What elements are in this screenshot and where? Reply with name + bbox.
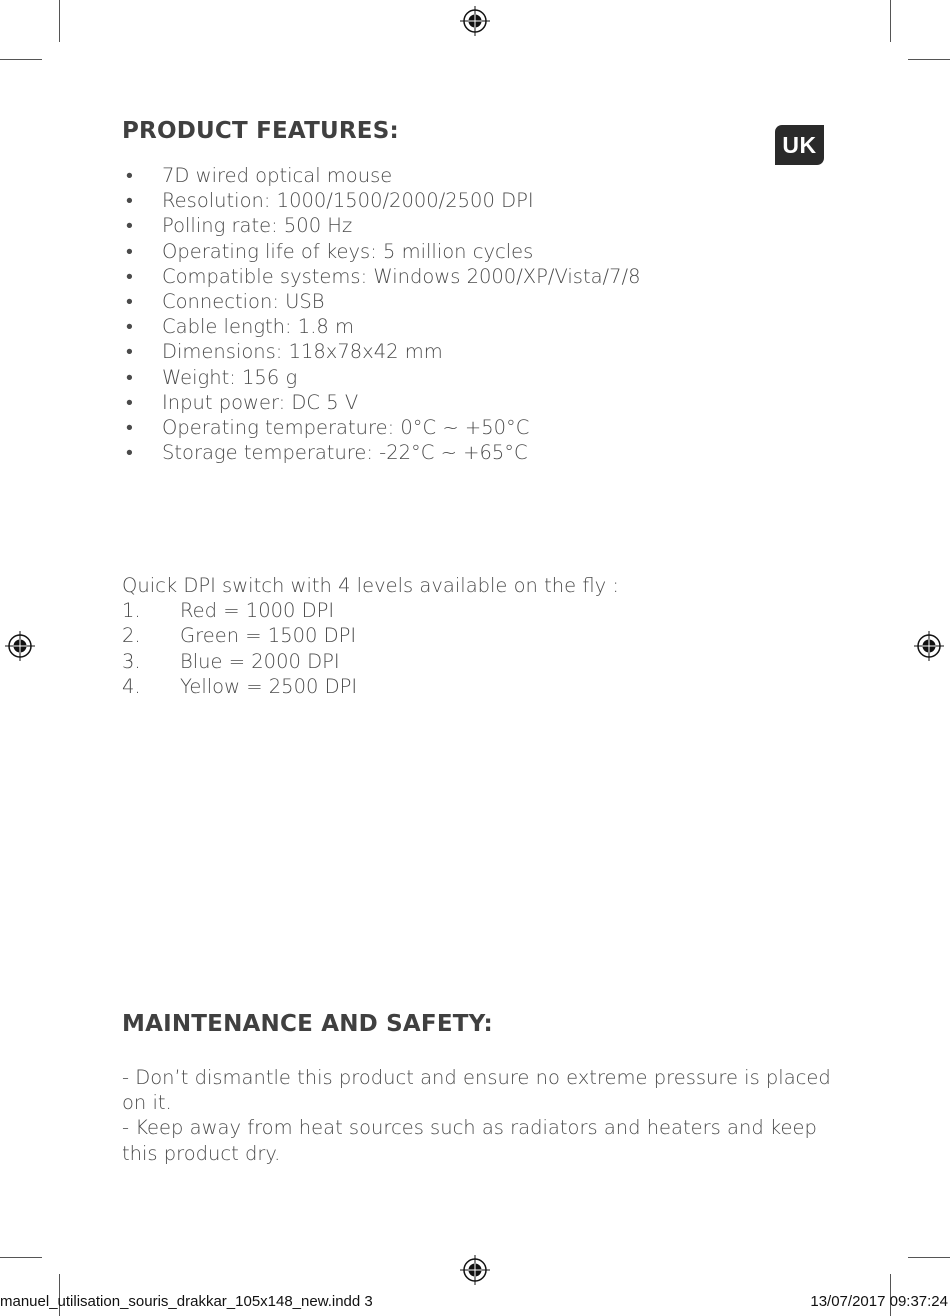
bullet: • (126, 390, 133, 414)
features-list (122, 163, 641, 465)
dpi-level-text: Blue = 2000 DPI (180, 649, 340, 673)
maintenance-text (122, 1065, 837, 1166)
feature-text: Weight: 156 g (162, 365, 298, 389)
feature-text: 7D wired optical mouse (162, 164, 393, 187)
feature-text: Resolution: 1000/1500/2000/2500 DPI (162, 189, 534, 213)
maintenance-paragraph: - Don’t dismantle this product and ensure no extreme pressure is placed on it. (122, 1066, 831, 1115)
language-badge: UK (775, 125, 824, 165)
bullet: • (126, 340, 133, 364)
feature-text: Dimensions: 118x78x42 mm (162, 340, 443, 364)
feature-text: Operating temperature: 0°C ~ +50°C (162, 415, 530, 439)
registration-mark-icon (460, 1255, 490, 1285)
list-item (122, 390, 641, 415)
list-number: 4. (122, 674, 141, 698)
crop-mark (0, 1257, 42, 1258)
list-item (122, 415, 641, 440)
list-item (122, 239, 641, 264)
maintenance-heading: MAINTENANCE AND SAFETY: (122, 1011, 493, 1037)
list-item (122, 264, 641, 289)
list-item (122, 440, 641, 465)
list-item (122, 213, 641, 238)
bullet: • (126, 289, 133, 313)
list-item (122, 289, 641, 314)
bullet: • (126, 164, 133, 187)
bullet: • (126, 315, 133, 339)
bullet: • (126, 214, 133, 238)
feature-text: Storage temperature: -22°C ~ +65°C (162, 441, 528, 465)
list-number: 1. (122, 599, 141, 623)
list-item (122, 188, 641, 213)
feature-text: Operating life of keys: 5 million cycles (162, 239, 534, 263)
list-item (122, 598, 619, 623)
bullet: • (126, 415, 133, 439)
list-number: 3. (122, 649, 141, 673)
dpi-intro: Quick DPI switch with 4 levels available on the fly : (122, 574, 619, 597)
dpi-section (122, 573, 619, 699)
maintenance-paragraph: - Keep away from heat sources such as radiators and heaters and keep this product dry. (122, 1116, 817, 1165)
list-item (122, 674, 619, 699)
features-heading: PRODUCT FEATURES: (122, 118, 399, 144)
list-item (122, 365, 641, 390)
crop-mark (0, 59, 42, 60)
list-item (122, 623, 619, 648)
crop-mark (890, 0, 891, 42)
registration-mark-icon (460, 6, 490, 36)
feature-text: Compatible systems: Windows 2000/XP/Vista/7/8 (162, 264, 641, 288)
crop-mark (908, 1257, 950, 1258)
dpi-level-text: Yellow = 2500 DPI (180, 674, 358, 698)
list-item (122, 314, 641, 339)
list-item (122, 649, 619, 674)
dpi-level-text: Green = 1500 DPI (180, 624, 357, 648)
footer-filename: manuel_utilisation_souris_drakkar_105x148_new.indd 3 (0, 1293, 373, 1310)
footer-datetime: 13/07/2017 09:37:24 (810, 1293, 948, 1310)
registration-mark-icon (5, 631, 35, 661)
bullet: • (126, 365, 133, 389)
bullet: • (126, 264, 133, 288)
bullet: • (126, 441, 133, 465)
feature-text: Input power: DC 5 V (162, 390, 359, 414)
list-item (122, 339, 641, 364)
bullet: • (126, 189, 133, 213)
crop-mark (908, 59, 950, 60)
registration-mark-icon (914, 631, 944, 661)
list-item (122, 163, 641, 188)
crop-mark (59, 0, 60, 42)
dpi-levels-list (122, 598, 619, 699)
dpi-level-text: Red = 1000 DPI (180, 599, 335, 623)
feature-text: Connection: USB (162, 289, 325, 313)
bullet: • (126, 239, 133, 263)
list-number: 2. (122, 624, 141, 648)
feature-text: Cable length: 1.8 m (162, 315, 355, 339)
feature-text: Polling rate: 500 Hz (162, 214, 353, 238)
